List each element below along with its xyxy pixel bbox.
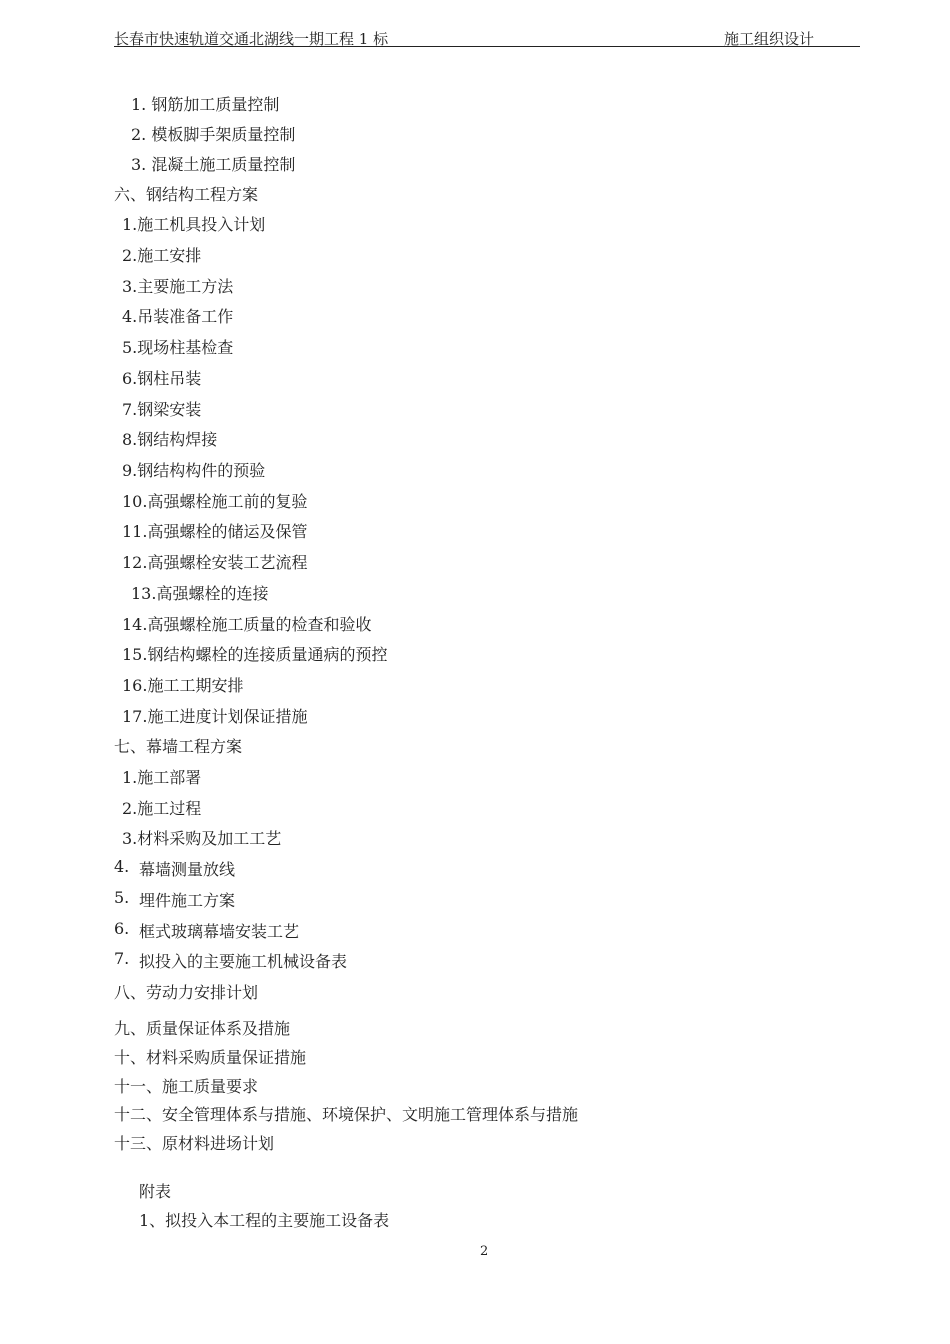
toc-item: 埋件施工方案 — [139, 891, 236, 910]
toc-section: 七、幕墙工程方案 — [114, 737, 243, 756]
toc-item-number: 4. — [114, 857, 130, 876]
toc-section: 十二、安全管理体系与措施、环境保护、文明施工管理体系与措施 — [114, 1105, 579, 1124]
toc-item: 1. 钢筋加工质量控制 — [131, 95, 280, 114]
toc-item-number: 6. — [114, 919, 130, 938]
toc-item: 13.高强螺栓的连接 — [131, 584, 269, 603]
appendix-title: 附表 — [139, 1182, 172, 1201]
toc-item: 3.主要施工方法 — [122, 277, 234, 296]
toc-item: 3. 混凝土施工质量控制 — [131, 155, 296, 174]
toc-item: 10.高强螺栓施工前的复验 — [122, 492, 308, 511]
toc-item: 2.施工安排 — [122, 246, 202, 265]
header-doc-title: 施工组织设计 — [724, 30, 815, 48]
toc-section: 十、材料采购质量保证措施 — [114, 1048, 307, 1067]
toc-item-number: 5. — [114, 888, 130, 907]
toc-item: 6.钢柱吊装 — [122, 369, 202, 388]
toc-item: 16.施工工期安排 — [122, 676, 244, 695]
toc-item: 15.钢结构螺栓的连接质量通病的预控 — [122, 645, 388, 664]
toc-item: 框式玻璃幕墙安装工艺 — [139, 922, 300, 941]
toc-section: 十一、施工质量要求 — [114, 1077, 259, 1096]
toc-item: 12.高强螺栓安装工艺流程 — [122, 553, 308, 572]
page-number: 2 — [480, 1244, 489, 1259]
toc-section: 八、劳动力安排计划 — [114, 983, 259, 1002]
toc-item: 14.高强螺栓施工质量的检查和验收 — [122, 615, 372, 634]
toc-section: 六、钢结构工程方案 — [114, 185, 259, 204]
toc-item: 8.钢结构焊接 — [122, 430, 218, 449]
toc-item: 幕墙测量放线 — [139, 860, 236, 879]
toc-item: 17.施工进度计划保证措施 — [122, 707, 308, 726]
appendix-item: 1、拟投入本工程的主要施工设备表 — [139, 1211, 390, 1230]
toc-item: 1.施工机具投入计划 — [122, 215, 266, 234]
toc-item: 拟投入的主要施工机械设备表 — [139, 952, 348, 971]
header-project-title: 长春市快速轨道交通北湖线一期工程 1 标 — [114, 30, 389, 48]
toc-item: 7.钢梁安装 — [122, 400, 202, 419]
toc-item: 4.吊装准备工作 — [122, 307, 234, 326]
toc-item: 5.现场柱基检查 — [122, 338, 234, 357]
toc-item: 2. 模板脚手架质量控制 — [131, 125, 296, 144]
toc-item-number: 7. — [114, 949, 130, 968]
toc-item: 9.钢结构构件的预验 — [122, 461, 266, 480]
toc-section: 九、质量保证体系及措施 — [114, 1019, 291, 1038]
toc-item: 3.材料采购及加工工艺 — [122, 829, 282, 848]
toc-item: 1.施工部署 — [122, 768, 202, 787]
toc-item: 2.施工过程 — [122, 799, 202, 818]
toc-item: 11.高强螺栓的储运及保管 — [122, 522, 308, 541]
toc-section: 十三、原材料进场计划 — [114, 1134, 275, 1153]
page-header — [114, 28, 860, 47]
